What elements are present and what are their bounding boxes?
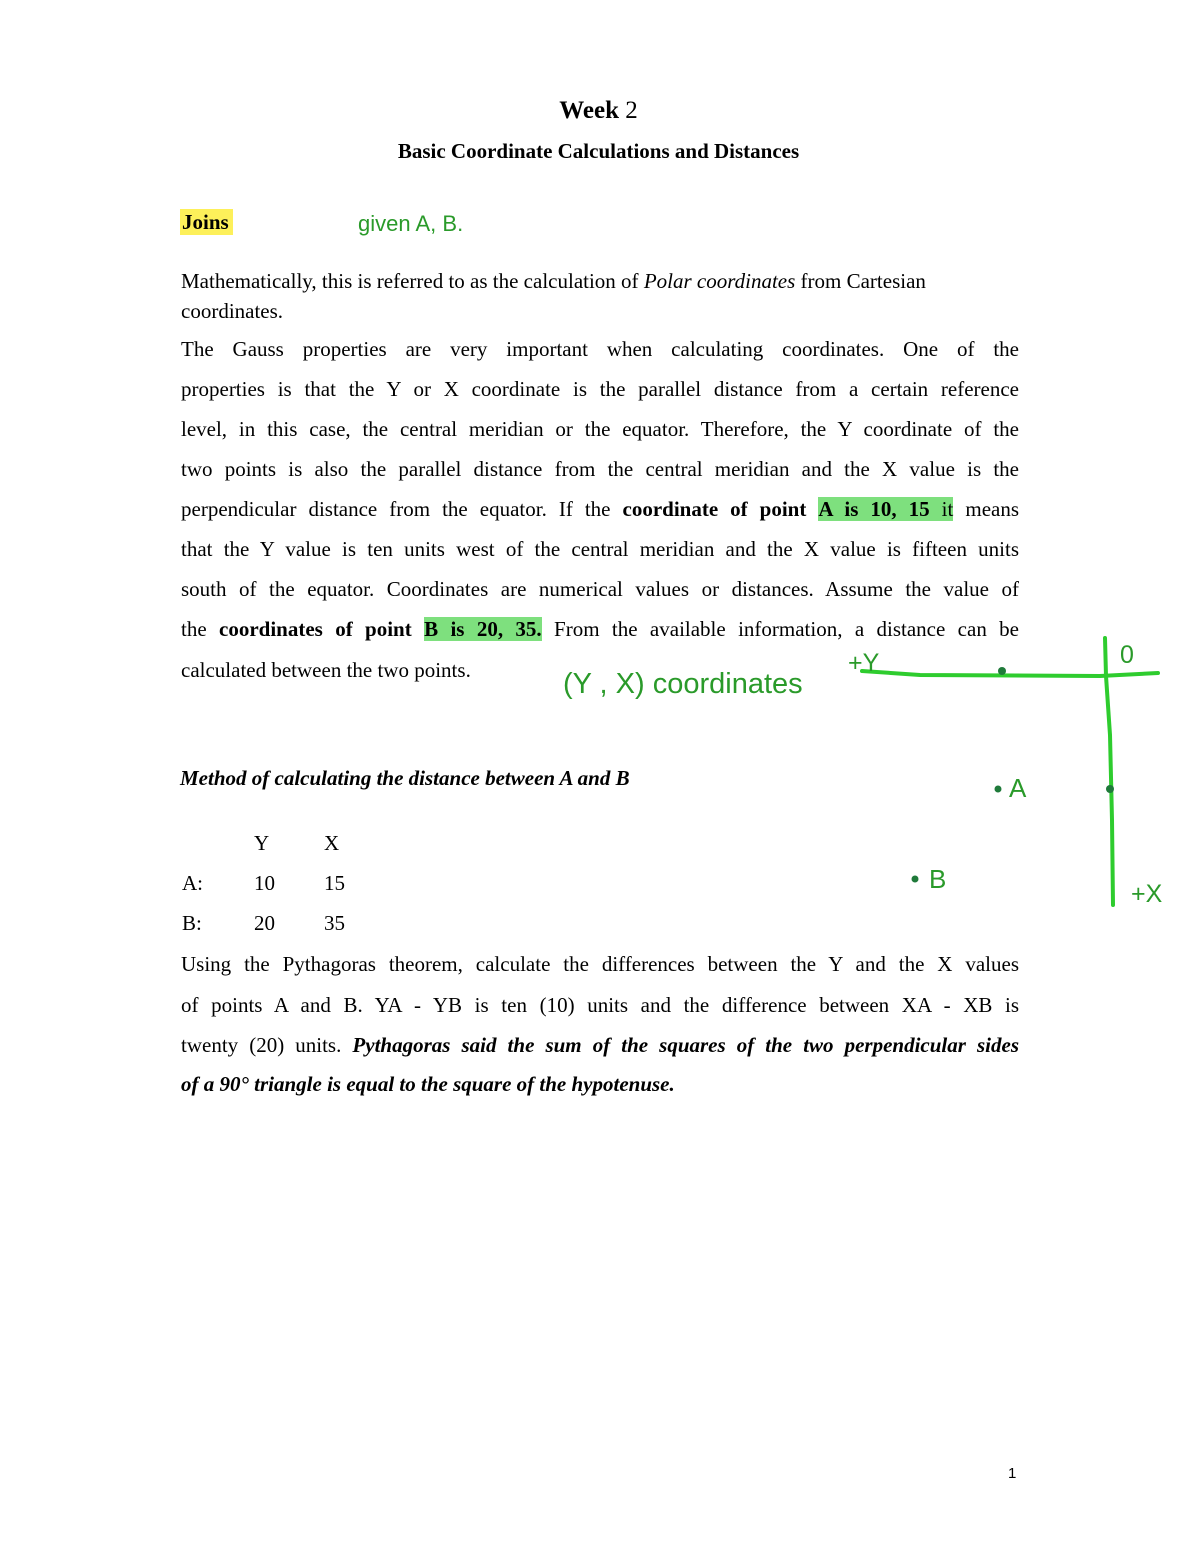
week-number: 2: [625, 97, 638, 124]
table-header-x: X: [324, 831, 340, 855]
handwritten-note-given: given A, B.: [358, 211, 464, 236]
highlight-point-b: B is 20, 35.: [424, 617, 542, 641]
week-label: Week: [559, 97, 619, 124]
gauss-line-1: The Gauss properties are very important when calculating coordinates. One of the: [181, 337, 1019, 361]
gauss-line-7: south of the equator. Coordinates are numerical values or distances. Assume the value of: [181, 577, 1019, 601]
gauss-line-8-bold: coordinates of point: [219, 617, 412, 641]
handwritten-note-coordinates: (Y , X) coordinates: [563, 668, 803, 700]
gauss-line-2: properties is that the Y or X coordinate is the parallel distance from a certain reference: [181, 377, 1019, 401]
origin-label: 0: [1120, 641, 1134, 669]
point-a-label: A: [1009, 773, 1027, 803]
gauss-line-4: two points is also the parallel distance from the central meridian and the X value is the: [181, 457, 1019, 481]
intro-text: Mathematically, this is referred to as the calculation of: [181, 269, 644, 293]
gauss-line-8-text: the: [181, 617, 220, 641]
point-a-dot: [995, 786, 1002, 793]
sketch-lines: [862, 638, 1158, 905]
page-number: 1: [1008, 1465, 1017, 1482]
pythagoras-line-3-text: twenty (20) units.: [181, 1033, 353, 1057]
pythagoras-statement-end: of a 90° triangle is equal to the square of the hypotenuse.: [181, 1072, 675, 1096]
plus-x-label: +X: [1131, 880, 1163, 908]
table-cell-y: 10: [254, 871, 275, 895]
point-b-label: B: [929, 864, 947, 894]
table-row-label: B:: [182, 911, 202, 935]
highlight-point-a-tail: it: [929, 497, 954, 521]
x-axis-line: [1105, 638, 1113, 905]
table-header-y: Y: [254, 831, 270, 855]
intro-line-2: coordinates.: [181, 299, 284, 323]
method-heading: Method of calculating the distance between A and B: [180, 766, 630, 790]
pythagoras-statement: Pythagoras said the sum of the squares of the two perpendicular sides: [352, 1033, 1019, 1057]
intro-text-tail: from Cartesian: [795, 269, 926, 293]
point-b-dot: [912, 876, 919, 883]
axis-dot-y: [998, 667, 1006, 675]
plus-y-label: +Y: [848, 649, 880, 677]
pythagoras-line-4: [181, 1071, 1019, 1097]
gauss-line-3: level, in this case, the central meridian or the equator. Therefore, the Y coordinate of the: [181, 417, 1019, 441]
intro-italic-term: Polar coordinates: [643, 269, 796, 293]
table-row-label: A:: [182, 871, 203, 895]
table-cell-y: 20: [254, 911, 275, 935]
gauss-line-9: calculated between the two points.: [181, 658, 471, 682]
table-cell-x: 35: [324, 911, 345, 935]
gauss-line-5-bold: coordinate of point: [622, 497, 807, 521]
gauss-line-8-tail: From the available information, a distance can be: [541, 617, 1019, 641]
page-subtitle: Basic Coordinate Calculations and Distances: [397, 139, 800, 163]
gauss-line-5-text: perpendicular distance from the equator. If the: [181, 497, 623, 521]
y-axis-line: [862, 671, 1158, 676]
pythagoras-line-3: [181, 1032, 1019, 1058]
gauss-line-5-tail: means: [953, 497, 1020, 521]
highlight-point-a-text: A is 10, 15: [818, 497, 930, 521]
gauss-line-6: that the Y value is ten units west of the central meridian and the X value is fifteen units: [181, 537, 1019, 561]
axis-dot-x: [1106, 785, 1114, 793]
table-cell-x: 15: [324, 871, 345, 895]
pythagoras-line-2: of points A and B. YA - YB is ten (10) units and the difference between XA - XB is: [181, 993, 1019, 1017]
sketch-labels: [848, 641, 1163, 908]
joins-heading: Joins: [180, 209, 233, 235]
pythagoras-line-1: Using the Pythagoras theorem, calculate the differences between the Y and the X values: [181, 952, 1019, 976]
